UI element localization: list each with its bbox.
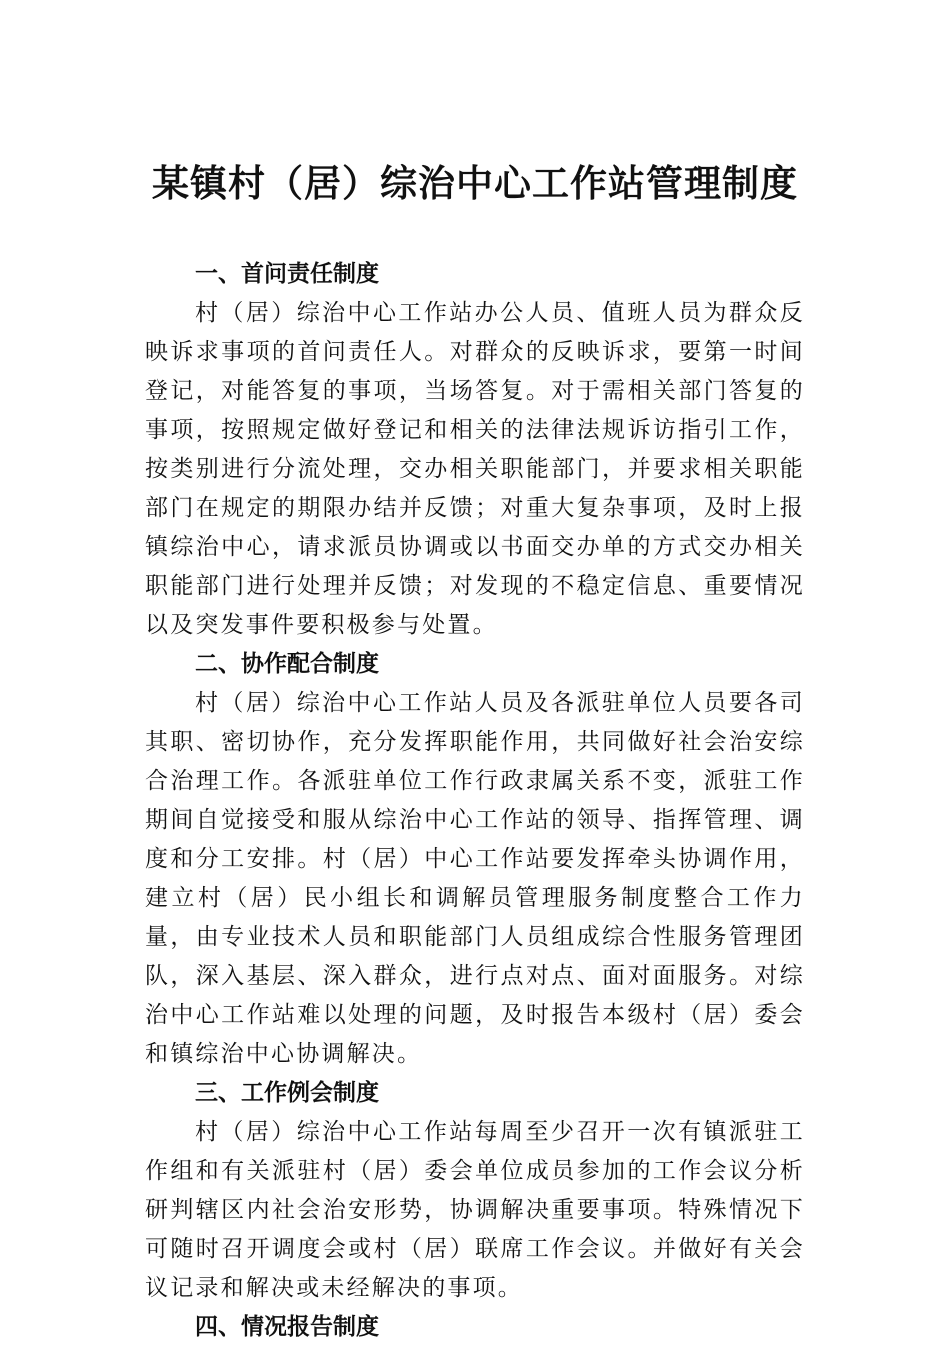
section-heading-2: 二、协作配合制度 bbox=[195, 651, 379, 677]
section-heading-1: 一、首问责任制度 bbox=[195, 261, 379, 287]
document-content bbox=[145, 255, 805, 1347]
section-body-2: 村（居）综治中心工作站人员及各派驻单位人员要各司其职、密切协作，充分发挥职能作用，共同做好社会治安综合治理工作。各派驻单位工作行政隶属关系不变，派驻工作期间自觉接受和服从综治中心工作站的领导、指挥管理、调度和分工安排。村（居）中心工作站要发挥牵头协调作用，建立村（居）民小组长和调解员管理服务制度整合工作力量，由专业技术人员和职能部门人员组成综合性服务管理团队，深入基层、深入群众，进行点对点、面对面服务。对综治中心工作站难以处理的问题，及时报告本级村（居）委会和镇综治中心协调解决。 bbox=[145, 690, 805, 1067]
section-body-1: 村（居）综治中心工作站办公人员、值班人员为群众反映诉求事项的首问责任人。对群众的反映诉求，要第一时间登记，对能答复的事项，当场答复。对于需相关部门答复的事项，按照规定做好登记和相关的法律法规诉访指引工作，按类别进行分流处理，交办相关职能部门，并要求相关职能部门在规定的期限办结并反馈；对重大复杂事项，及时上报镇综治中心，请求派员协调或以书面交办单的方式交办相关职能部门进行处理并反馈；对发现的不稳定信息、重要情况以及突发事件要积极参与处置。 bbox=[145, 300, 805, 638]
document-title: 某镇村（居）综治中心工作站管理制度 bbox=[152, 161, 798, 205]
section-heading-3: 三、工作例会制度 bbox=[195, 1080, 379, 1106]
section-body-3: 村（居）综治中心工作站每周至少召开一次有镇派驻工作组和有关派驻村（居）委会单位成员参加的工作会议分析研判辖区内社会治安形势，协调解决重要事项。特殊情况下可随时召开调度会或村（居）联席工作会议。并做好有关会议记录和解决或未经解决的事项。 bbox=[145, 1119, 805, 1301]
section-heading-4: 四、情况报告制度 bbox=[195, 1314, 379, 1340]
